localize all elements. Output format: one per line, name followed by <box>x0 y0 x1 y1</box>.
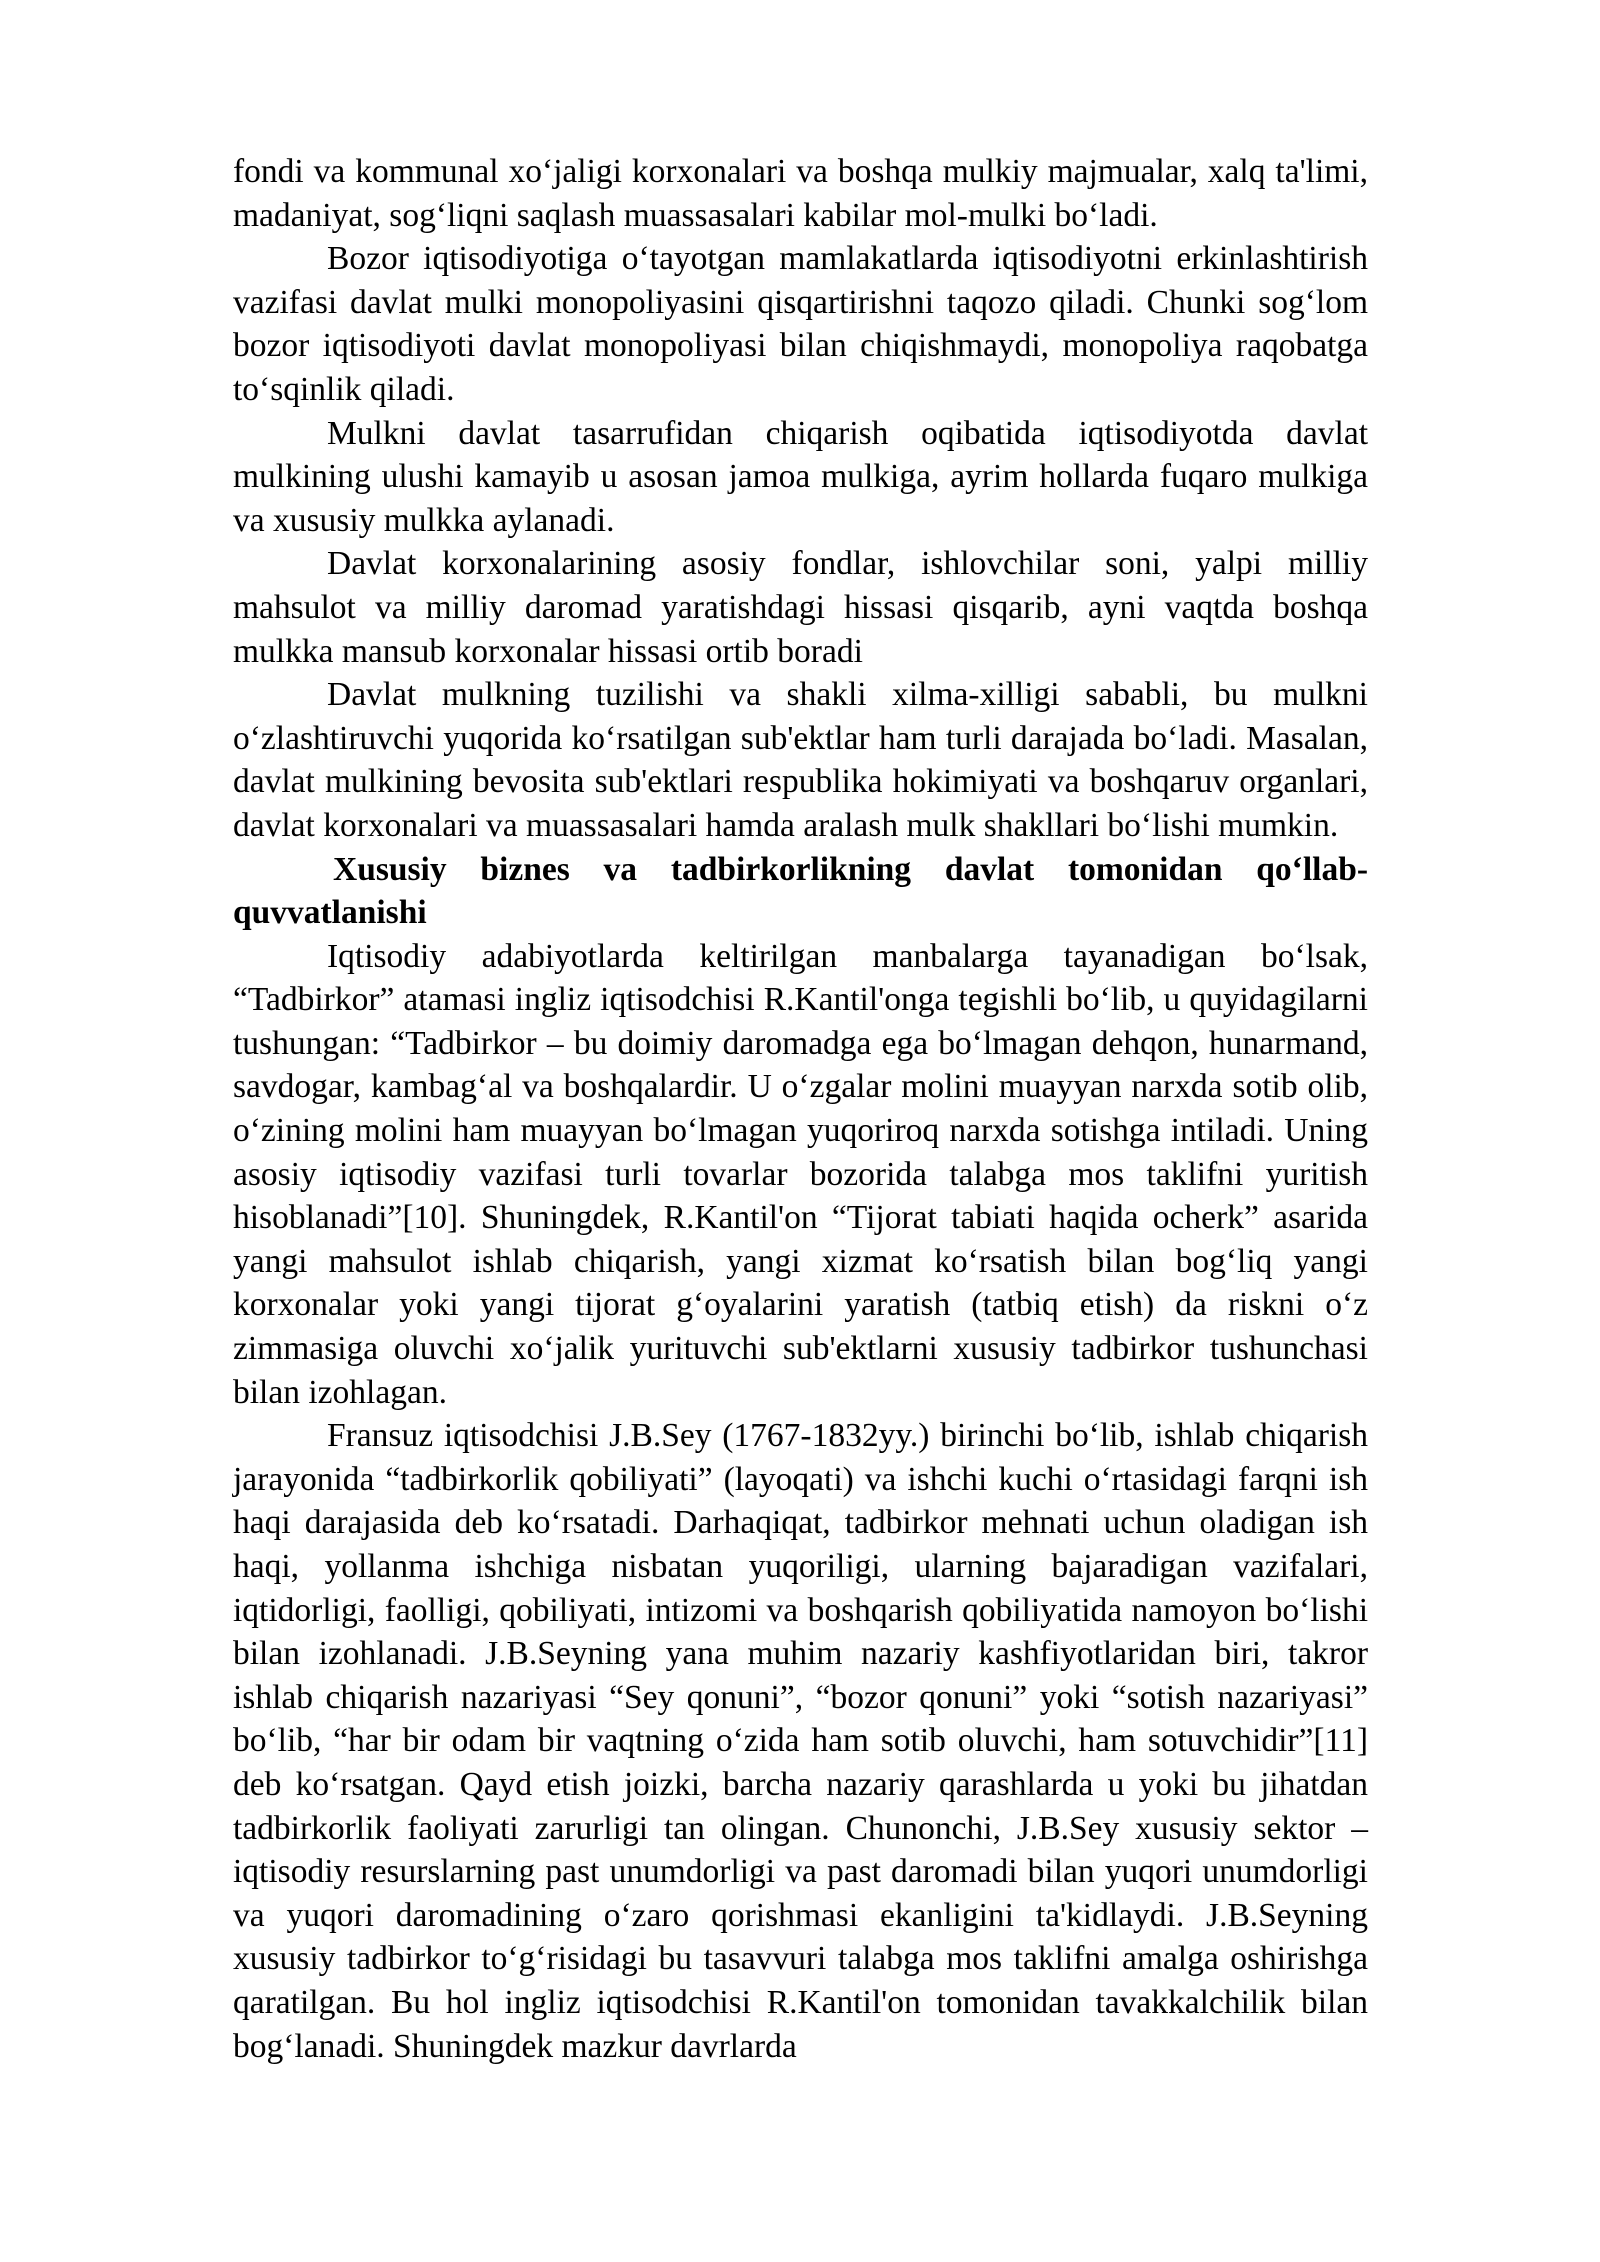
paragraph: Davlat mulkning tuzilishi va shakli xilma-xilligi sababli, bu mulkni o‘zlashtiruvchi yuqorida ko‘rsatilgan sub'ektlar ham turli darajada bo‘ladi. Masalan, davlat mulkining bevosita sub'ektlari respublika hokimiyati va boshqaruv organlari, davlat korxonalari va muassasalari hamda aralash mulk shakllari bo‘lishi mumkin. <box>233 676 1368 844</box>
paragraph: Fransuz iqtisodchisi J.B.Sey (1767-1832yy.) birinchi bo‘lib, ishlab chiqarish jarayonida “tadbirkorlik qobiliyati” (layoqati) va ishchi kuchi o‘rtasidagi farqni ish haqi darajasida deb ko‘rsatadi. Darhaqiqat, tadbirkor mehnati uchun oladigan ish haqi, yollanma ishchiga nisbatan yuqoriligi, ularning bajaradigan vazifalari, iqtidorligi, faolligi, qobiliyati, intizomi va boshqarish qobiliyatida namoyon bo‘lishi bilan izohlanadi. J.B.Seyning yana muhim nazariy kashfiyotlaridan biri, takror ishlab chiqarish nazariyasi “Sey qonuni”, “bozor qonuni” yoki “sotish nazariyasi” bo‘lib, “har bir odam bir vaqtning o‘zida ham sotib oluvchi, ham sotuvchidir”[11] deb ko‘rsatgan. Qayd etish joizki, barcha nazariy qarashlarda u yoki bu jihatdan tadbirkorlik faoliyati zarurligi tan olingan. Chunonchi, J.B.Sey xususiy sektor – iqtisodiy resurslarning past unumdorligi va past daromadi bilan yuqori unumdorligi va yuqori daromadining o‘zaro qorishmasi ekanligini ta'kidlaydi. J.B.Seyning xususiy tadbirkor to‘g‘risidagi bu tasavvuri talabga mos taklifni amalga oshirishga qaratilgan. Bu hol ingliz iqtisodchisi R.Kantil'on tomonidan tavakkalchilik bilan bog‘lanadi. Shuningdek mazkur davrlarda <box>233 1417 1368 2065</box>
paragraph: Bozor iqtisodiyotiga o‘tayotgan mamlakatlarda iqtisodiyotni erkinlashtirish vazifasi davlat mulki monopoliyasini qisqartirishni taqozo qiladi. Chunki sog‘lom bozor iqtisodiyoti davlat monopoliyasi bilan chiqishmaydi, monopoliya raqobatga to‘sqinlik qiladi. <box>233 240 1368 408</box>
paragraph: Mulkni davlat tasarrufidan chiqarish oqibatida iqtisodiyotda davlat mulkining ulushi kamayib u asosan jamoa mulkiga, ayrim hollarda fuqaro mulkiga va xususiy mulkka aylanadi. <box>233 414 1368 539</box>
document-page <box>233 150 1368 2068</box>
paragraph: Iqtisodiy adabiyotlarda keltirilgan manbalarga tayanadigan bo‘lsak, “Tadbirkor” atamasi ingliz iqtisodchisi R.Kantil'onga tegishli bo‘lib, u quyidagilarni tushungan: “Tadbirkor – bu doimiy daromadga ega bo‘lmagan dehqon, hunarmand, savdogar, kambag‘al va boshqalardir. U o‘zgalar molini muayyan narxda sotib olib, o‘zining molini ham muayyan bo‘lmagan yuqoriroq narxda sotishga intiladi. Uning asosiy iqtisodiy vazifasi turli tovarlar bozorida talabga mos taklifni yuritish hisoblanadi”[10]. Shuningdek, R.Kantil'on “Tijorat tabiati haqida ocherk” asarida yangi mahsulot ishlab chiqarish, yangi xizmat ko‘rsatish bilan bog‘liq yangi korxonalar yoki yangi tijorat g‘oyalarini yaratish (tatbiq etish) da riskni o‘z zimmasiga oluvchi xo‘jalik yurituvchi sub'ektlarni xususiy tadbirkor tushunchasi bilan izohlagan. <box>233 937 1368 1411</box>
section-heading: Xususiy biznes va tadbirkorlikning davlat tomonidan qo‘llab-quvvatlanishi <box>233 850 1368 932</box>
paragraph-continuation: fondi va kommunal xo‘jaligi korxonalari va boshqa mulkiy majmualar, xalq ta'limi, madaniyat, sog‘liqni saqlash muassasalari kabilar mol-mulki bo‘ladi. <box>233 153 1368 234</box>
paragraph: Davlat korxonalarining asosiy fondlar, ishlovchilar soni, yalpi milliy mahsulot va milliy daromad yaratishdagi hissasi qisqarib, ayni vaqtda boshqa mulkka mansub korxonalar hissasi ortib boradi <box>233 545 1368 670</box>
